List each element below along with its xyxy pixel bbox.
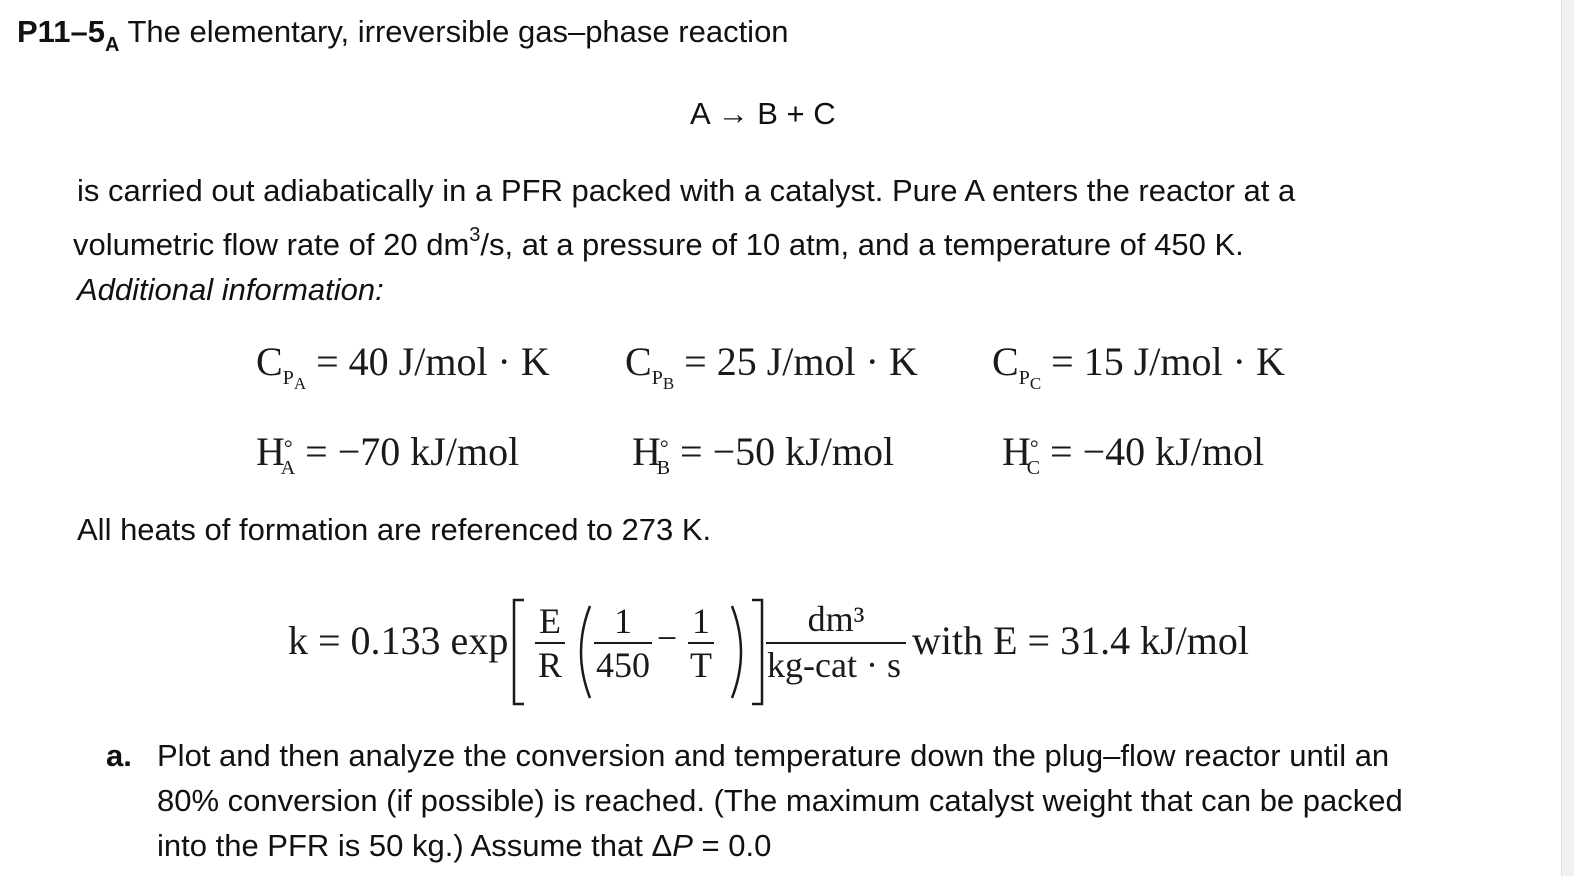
problem-number: P11–5: [17, 14, 105, 49]
frac-1-num-b: 1: [692, 601, 710, 641]
activation-energy: with E = 31.4 kJ/mol: [912, 618, 1250, 663]
frac-450-den: 450: [596, 645, 650, 685]
frac-t-den: T: [690, 645, 712, 685]
rate-lhs: k = 0.133 exp: [288, 618, 509, 663]
units-num: dm³: [807, 599, 865, 639]
reaction-equation: A → B + C: [690, 96, 836, 131]
problem-number-sub: A: [104, 34, 120, 56]
reference-note: All heats of formation are referenced to 273 K.: [77, 512, 712, 547]
cp-a: $C_{PA} = 40$ J/mol · K: [256, 339, 550, 393]
cp-c: $C_{PC} = 15$ J/mol · K: [992, 339, 1285, 393]
scrollbar[interactable]: [1561, 0, 1574, 876]
h-b: $H^\circ_B = -50$ kJ/mol: [632, 429, 895, 479]
frac-1-num-a: 1: [614, 601, 632, 641]
body-line-2: volumetric flow rate of 20 $dm^3/s$, at a pressure of 10 atm, and a temperature of 450 K.: [73, 224, 1244, 262]
problem-header: [17, 14, 789, 57]
frac-e-num: E: [539, 601, 561, 641]
part-a-line-1: Plot and then analyze the conversion and temperature down the plug–flow reactor until an: [157, 738, 1390, 773]
body-line-1: is carried out adiabatically in a PFR packed with a catalyst. Pure A enters the reactor at a: [77, 173, 1296, 208]
part-a-line-2: 80% conversion (if possible) is reached. (The maximum catalyst weight that can be packed: [157, 783, 1403, 818]
additional-info-heading: Additional information:: [77, 272, 384, 307]
frac-r-den: R: [537, 645, 562, 685]
part-a-label: a.: [106, 738, 132, 773]
part-a-line-3: into the PFR is 50 kg.) Assume that ΔP = 0.0: [157, 828, 772, 863]
units-den: kg-cat · s: [767, 645, 901, 685]
problem-title: The elementary, irreversible gas–phase reaction: [127, 14, 789, 49]
minus-sign: −: [656, 618, 678, 658]
h-a: $H^\circ_A = -70$ kJ/mol: [256, 429, 520, 479]
superscript-3: 3: [469, 224, 481, 246]
h-c: $H^\circ_C = -40$ kJ/mol: [1002, 429, 1265, 479]
cp-b: $C_{PB} = 25$ J/mol · K: [625, 339, 918, 393]
